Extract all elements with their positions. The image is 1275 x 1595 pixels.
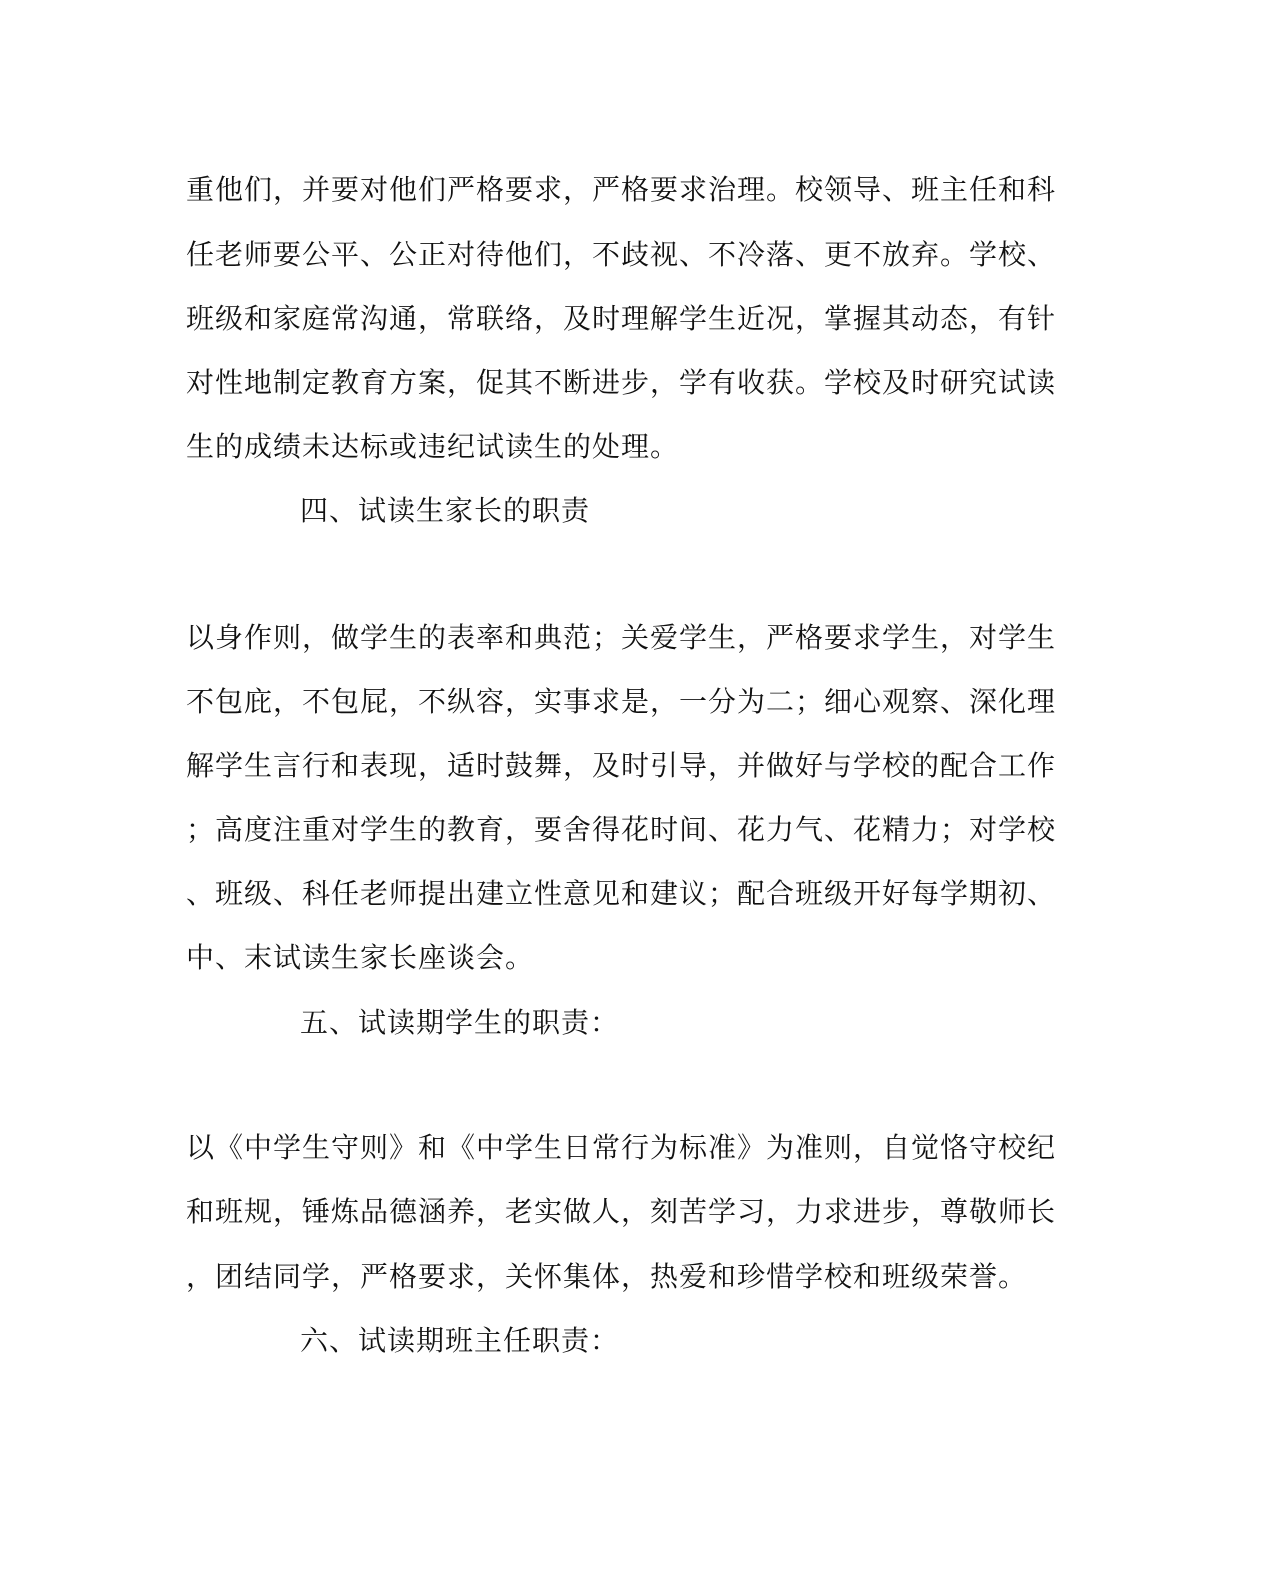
paragraph-line: 以身作则，做学生的表率和典范；关爱学生，严格要求学生，对学生	[186, 621, 1057, 654]
paragraph-line: 对性地制定教育方案，促其不断进步，学有收获。学校及时研究试读	[186, 366, 1057, 399]
paragraph-line: ，团结同学，严格要求，关怀集体，热爱和珍惜学校和班级荣誉。	[186, 1260, 1028, 1293]
paragraph-line: ；高度注重对学生的教育，要舍得花时间、花力气、花精力；对学校	[186, 813, 1057, 846]
paragraph-line: 以《中学生守则》和《中学生日常行为标准》为准则，自觉恪守校纪	[186, 1131, 1057, 1164]
paragraph-line: 中、末试读生家长座谈会。	[186, 941, 535, 974]
paragraph-line: 生的成绩未达标或违纪试读生的处理。	[186, 430, 680, 463]
paragraph-line: 解学生言行和表现，适时鼓舞，及时引导，并做好与学校的配合工作	[186, 749, 1057, 782]
paragraph-line: 任老师要公平、公正对待他们，不歧视、不冷落、更不放弃。学校、	[186, 238, 1057, 271]
section-heading-5: 五、试读期学生的职责：	[300, 1006, 620, 1039]
paragraph-line: 班级和家庭常沟通，常联络，及时理解学生近况，掌握其动态，有针	[186, 302, 1057, 335]
paragraph-line: 和班规，锤炼品德涵养，老实做人，刻苦学习，力求进步，尊敬师长	[186, 1195, 1057, 1228]
paragraph-line: 重他们，并要对他们严格要求，严格要求治理。校领导、班主任和科	[186, 173, 1057, 206]
paragraph-line: 、班级、科任老师提出建立性意见和建议；配合班级开好每学期初、	[186, 877, 1057, 910]
paragraph-line: 不包庇，不包屁，不纵容，实事求是，一分为二；细心观察、深化理	[186, 685, 1057, 718]
section-heading-4: 四、试读生家长的职责	[300, 494, 591, 527]
section-heading-6: 六、试读期班主任职责：	[300, 1324, 620, 1357]
